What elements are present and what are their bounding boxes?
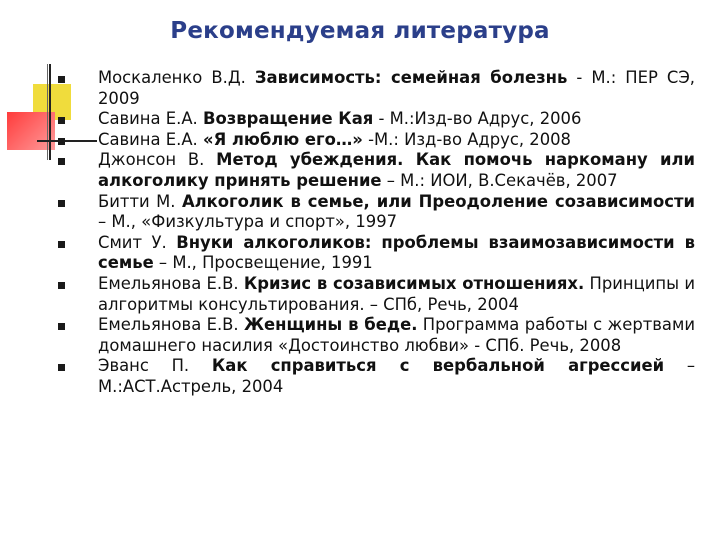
item-author: Москаленко В.Д. xyxy=(98,68,255,87)
page-title: Рекомендуемая литература xyxy=(170,18,550,44)
item-author: Битти М. xyxy=(98,191,182,211)
list-item xyxy=(55,150,695,191)
item-book-title: Метод убеждения. Как помочь наркоману или алкоголику принять решение xyxy=(98,150,696,190)
item-publisher: – М.: ИОИ, В.Секачёв, 2007 xyxy=(381,170,618,190)
bullet-icon xyxy=(58,117,65,124)
bullet-icon xyxy=(58,200,65,207)
bullet-icon xyxy=(58,76,65,83)
item-author: Эванс П. xyxy=(98,356,212,376)
bullet-icon xyxy=(58,241,65,248)
item-publisher: -М.: Изд-во Адрус, 2008 xyxy=(362,129,571,149)
item-publisher: – М., Просвещение, 1991 xyxy=(153,253,373,273)
bullet-icon xyxy=(58,364,65,371)
item-book-title: Как справиться с вербальной агрессией xyxy=(211,356,665,376)
list-item xyxy=(55,109,695,130)
item-publisher: – М.:АСТ.Астрель, 2004 xyxy=(98,356,696,396)
item-publisher: - М.:Изд-во Адрус, 2006 xyxy=(373,109,582,129)
decor-vertical-line-shadow xyxy=(47,64,48,160)
bullet-icon xyxy=(58,158,65,165)
bullet-icon xyxy=(58,323,65,330)
list-item xyxy=(55,274,695,315)
item-publisher: Принципы и алгоритмы консультирования. – СПб, Речь, 2004 xyxy=(98,273,695,314)
list-item xyxy=(55,192,695,233)
item-author: Смит У. xyxy=(98,232,177,252)
item-author: Савина Е.А. xyxy=(98,109,203,129)
item-book-title: Возвращение Кая xyxy=(202,109,374,129)
list-item xyxy=(55,68,695,109)
bullet-icon xyxy=(58,138,65,145)
item-book-title: «Я люблю его…» xyxy=(202,129,363,149)
list-item xyxy=(55,315,695,356)
item-publisher: Программа работы с жертвами домашнего насилия «Достоинство любви» - СПб. Речь, 2008 xyxy=(98,315,695,355)
item-book-title: Женщины в беде. xyxy=(243,315,418,335)
item-book-title: Зависимость: семейная болезнь xyxy=(254,68,568,87)
item-author: Емельянова Е.В. xyxy=(98,315,244,335)
item-author: Савина Е.А. xyxy=(98,129,203,149)
item-author: Джонсон В. xyxy=(98,150,217,170)
item-author: Емельянова Е.В. xyxy=(98,273,244,293)
literature-list xyxy=(55,68,695,398)
item-publisher: - М.: ПЕР СЭ, 2009 xyxy=(98,68,695,108)
item-book-title: Внуки алкоголиков: проблемы взаимозависимости в семье xyxy=(98,232,695,273)
decor-vertical-line xyxy=(49,64,51,160)
bullet-icon xyxy=(58,282,65,289)
item-book-title: Кризис в созависимых отношениях. xyxy=(243,273,585,293)
item-publisher: – М., «Физкультура и спорт», 1997 xyxy=(98,212,398,232)
list-item xyxy=(55,356,695,397)
item-book-title: Алкоголик в семье, или Преодоление созависимости xyxy=(181,191,695,211)
list-item xyxy=(55,233,695,274)
list-item xyxy=(55,130,695,151)
